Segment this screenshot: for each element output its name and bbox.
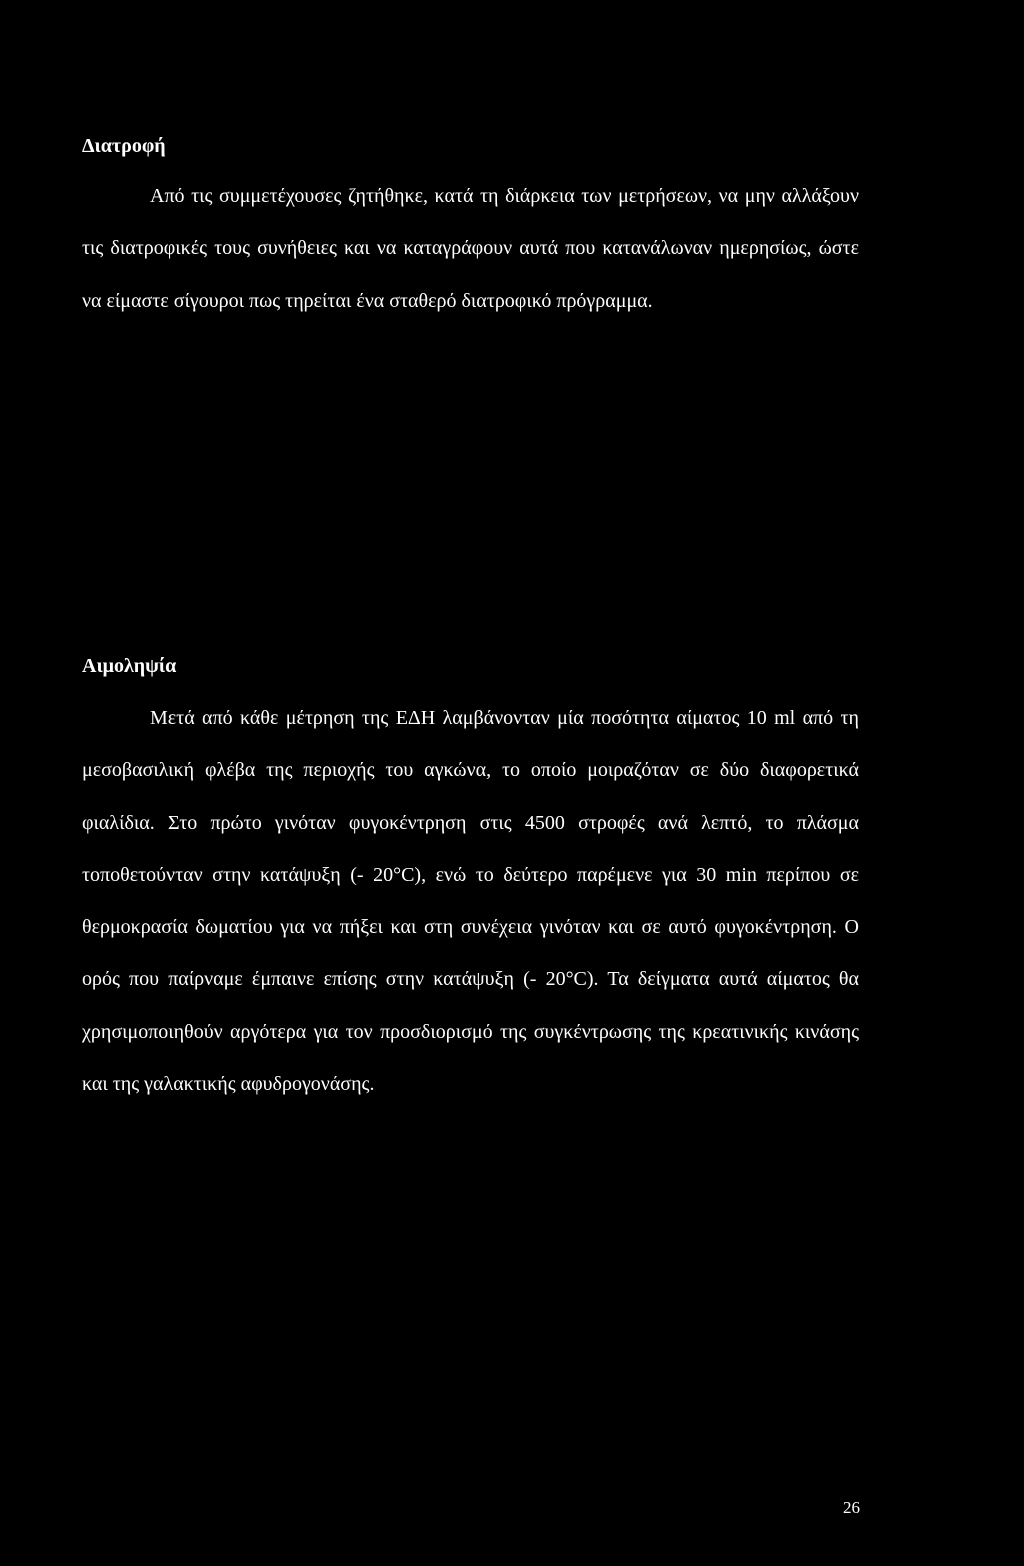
paragraph-aimolipsia: Μετά από κάθε μέτρηση της ΕΔΗ λαμβάνονταν μία ποσότητα αίματος 10 ml από τη μεσοβασιλική φλέβα της περιοχής του αγκώνα, το οποίο μοιραζόταν σε δύο διαφορετικά φιαλίδια. Στο πρώτο γινόταν φυγοκέντρηση στις 4500 στροφές ανά λεπτό, το πλάσμα τοποθετούνταν στην κατάψυξη (- 20°C), ενώ το δεύτερο παρέμενε για 30 min περίπου σε θερμοκρασία δωματίου για να πήξει και στη συνέχεια γινόταν και σε αυτό φυγοκέντρηση. Ο ορός που παίρναμε έμπαινε επίσης στην κατάψυξη (- 20°C). Τα δείγματα αυτά αίματος θα χρησιμοποιηθούν αργότερα για τον προσδιορισμό της συγκέντρωσης της κρεατινικής κινάσης και της γαλακτικής αφυδρογονάσης. (82, 707, 859, 1096)
paragraph-diatrofi: Από τις συμμετέχουσες ζητήθηκε, κατά τη διάρκεια των μετρήσεων, να μην αλλάξουν τις διατροφικές τους συνήθειες και να καταγράφουν αυτά που κατανάλωναν ημερησίως, ώστε να είμαστε σίγουροι πως τηρείται ένα σταθερό διατροφικό πρόγραμμα. (82, 185, 859, 312)
page-number: 26 (843, 1498, 860, 1517)
section-heading-diatrofi: Διατροφή (82, 135, 166, 157)
section-heading-aimolipsia: Αιμοληψία (82, 655, 177, 677)
